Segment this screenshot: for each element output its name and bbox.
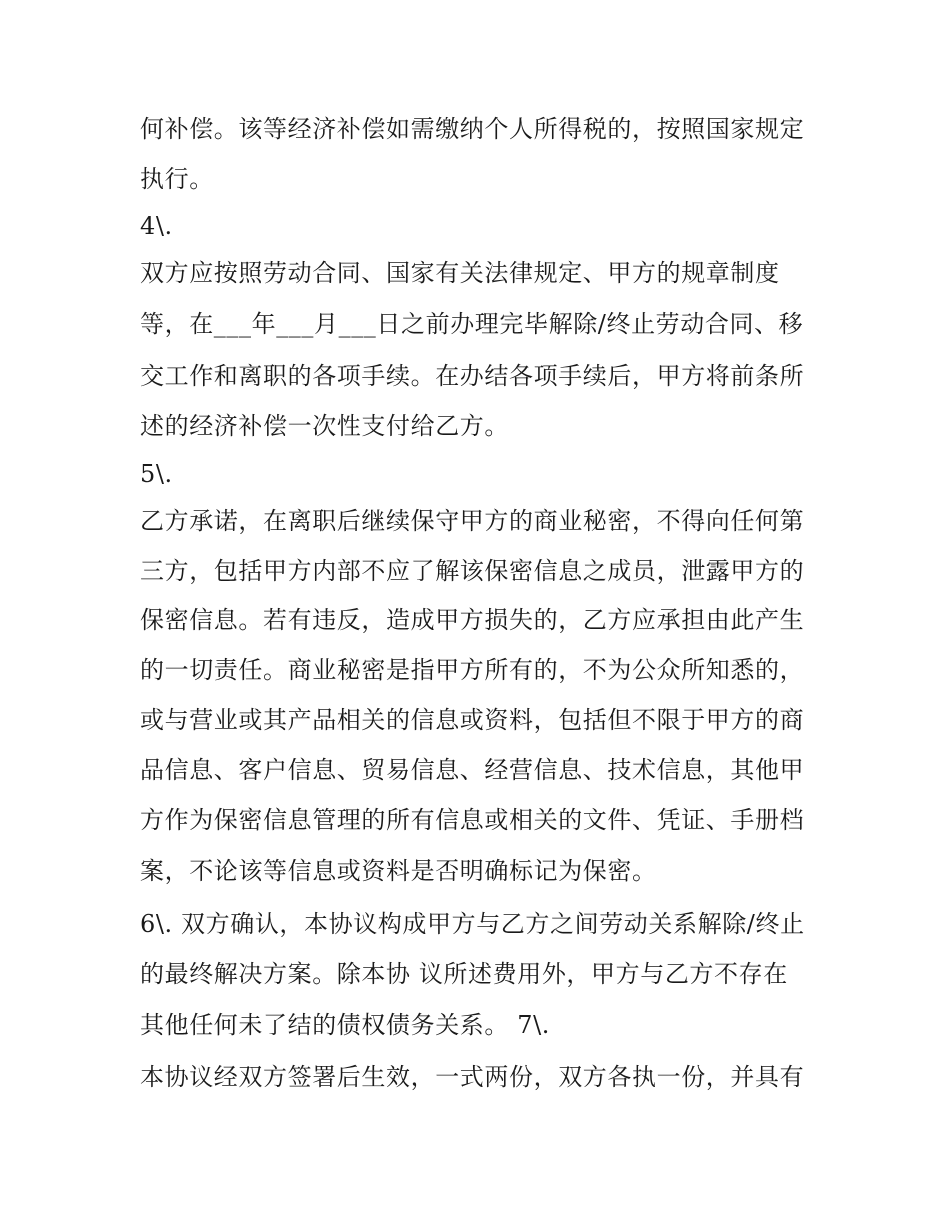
text-line-10: 三方，包括甲方内部不应了解该保密信息之成员，泄露甲方的 <box>140 557 805 585</box>
text-line-6: 交工作和离职的各项手续。在办结各项手续后，甲方将前条所 <box>140 362 805 390</box>
text-line-15: 方作为保密信息管理的所有信息或相关的文件、凭证、手册档 <box>140 806 805 834</box>
text-line-20: 本协议经双方签署后生效，一式两份，双方各执一份，并具有 <box>140 1063 805 1091</box>
text-line-1: 何补偿。该等经济补偿如需缴纳个人所得税的，按照国家规定 <box>140 115 805 143</box>
text-line-12: 的一切责任。商业秘密是指甲方所有的，不为公众所知悉的， <box>140 656 805 684</box>
text-line-16: 案，不论该等信息或资料是否明确标记为保密。 <box>140 857 657 885</box>
text-line-7: 述的经济补偿一次性支付给乙方。 <box>140 412 509 440</box>
text-line-14: 品信息、客户信息、贸易信息、经营信息、技术信息，其他甲 <box>140 756 805 784</box>
text-line-17: 6\. 双方确认，本协议构成甲方与乙方之间劳动关系解除/终止 <box>140 910 805 938</box>
text-line-4: 双方应按照劳动合同、国家有关法律规定、甲方的规章制度 <box>140 259 780 287</box>
text-line-9: 乙方承诺，在离职后继续保守甲方的商业秘密，不得向任何第 <box>140 507 805 535</box>
text-line-3: 4\. <box>140 212 173 240</box>
text-line-19: 其他任何未了结的债权债务关系。 7\. <box>140 1011 551 1039</box>
text-line-2: 执行。 <box>140 165 214 193</box>
text-line-18: 的最终解决方案。除本协 议所述费用外，甲方与乙方不存在 <box>140 960 788 988</box>
text-line-5: 等，在___年___月___日之前办理完毕解除/终止劳动合同、移 <box>140 310 804 338</box>
text-line-13: 或与营业或其产品相关的信息或资料，包括但不限于甲方的商 <box>140 706 805 734</box>
text-line-8: 5\. <box>140 460 173 488</box>
text-line-11: 保密信息。若有违反，造成甲方损失的，乙方应承担由此产生 <box>140 606 805 634</box>
